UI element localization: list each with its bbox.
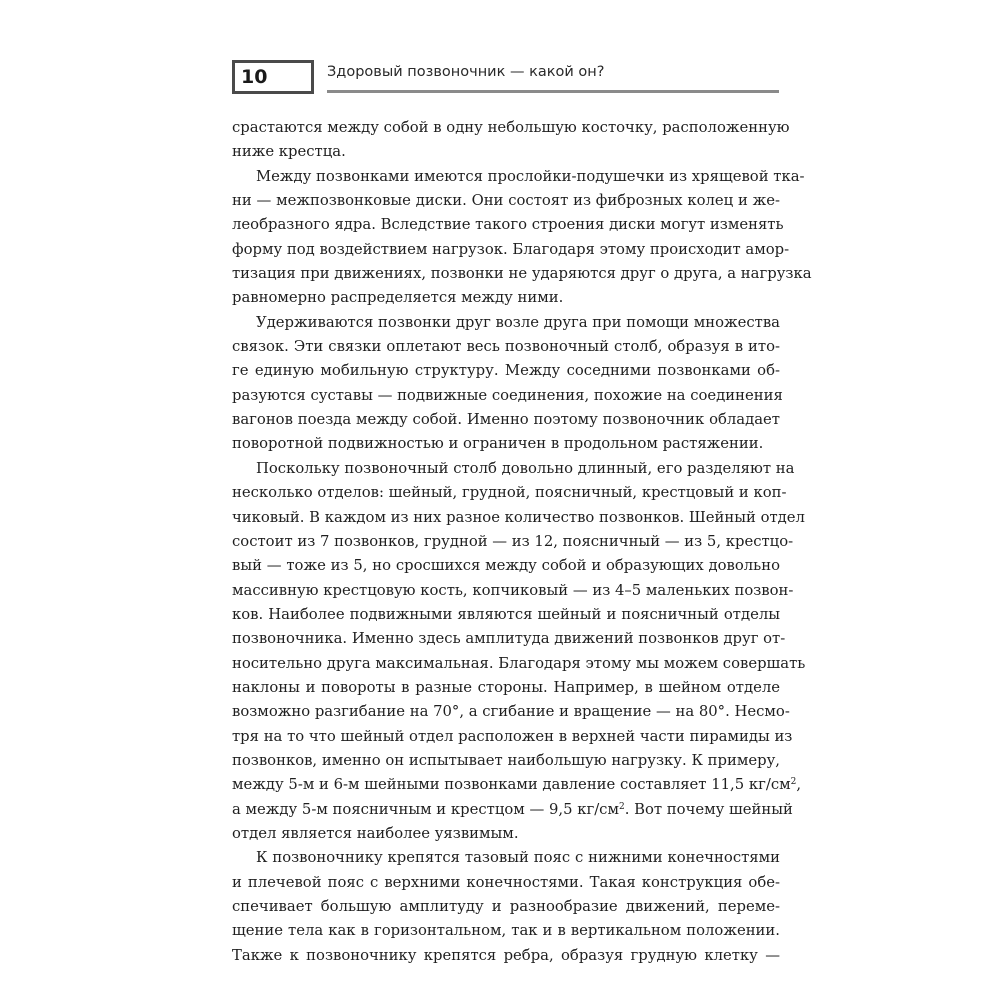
text-line: поворотной подвижностью и ограничен в продольном растяжении. [232,435,764,453]
text-line: Также к позвоночнику крепятся ребра, образуя грудную клетку — [232,946,780,964]
text-line: ни — межпозвонковые диски. Они состоят из фиброзных колец и же- [232,192,780,210]
text-line: разуются суставы — подвижные соединения, похожие на соединения [232,386,783,404]
text-line: ге единую мобильную структуру. Между соседними позвонками об- [232,362,780,380]
text-line: леобразного ядра. Вследствие такого строения диски могут изменять [232,216,784,234]
text-line: отдел является наиболее уязвимым. [232,824,519,842]
header-rule [327,90,779,93]
text-line: тря на то что шейный отдел расположен в верхней части пирамиды из [232,727,793,745]
text-fragment: , [796,776,802,794]
text-line: и плечевой пояс с верхними конечностями. Такая конструкция обе- [232,873,780,891]
paragraph [232,311,783,457]
paragraph [232,846,780,968]
text-line-with-superscript [232,798,793,822]
text-line: щение тела как в горизонтальном, так и в вертикальном положении. [232,922,780,940]
paragraph [232,116,790,165]
text-line: позвонков, именно он испытывает наибольшую нагрузку. К примеру, [232,751,780,769]
text-fragment: а между 5-м поясничным и крестцом — 9,5 кг/см [232,800,619,818]
text-line: вый — тоже из 5, но сросшихся между собой и образующих довольно [232,557,780,575]
text-line: Поскольку позвоночный столб довольно длинный, его разделяют на [256,459,795,477]
text-line: тизация при движениях, позвонки не ударяются друг о друга, а нагрузка [232,265,812,283]
body-text [232,116,812,968]
page-number: 10 [241,66,268,88]
text-line: вагонов поезда между собой. Именно поэтому позвоночник обладает [232,411,780,429]
text-line: равномерно распределяется между ними. [232,289,564,307]
paragraph [232,457,806,847]
text-fragment: между 5-м и 6-м шейными позвонками давление составляет 11,5 кг/см [232,776,791,794]
text-line: Удерживаются позвонки друг возле друга при помощи множества [256,313,780,331]
text-line: чиковый. В каждом из них разное количество позвонков. Шейный отдел [232,508,805,526]
text-line: массивную крестцовую кость, копчиковый — из 4–5 маленьких позвон- [232,581,794,599]
text-line: наклоны и повороты в разные стороны. Например, в шейном отделе [232,678,780,696]
page-header [0,0,1000,110]
text-line: возможно разгибание на 70°, а сгибание и вращение — на 80°. Несмо- [232,703,790,721]
text-line: форму под воздействием нагрузок. Благодаря этому происходит амор- [232,240,790,258]
text-line: ниже крестца. [232,143,346,161]
text-line: состоит из 7 позвонков, грудной — из 12, поясничный — из 5, крестцо- [232,532,794,550]
text-line: спечивает большую амплитуду и разнообразие движений, переме- [232,898,780,915]
paragraph [232,165,812,311]
text-fragment: . Вот почему шейный [624,800,793,818]
text-line: срастаются между собой в одну небольшую косточку, расположенную [232,119,790,136]
text-line: Между позвонками имеются прослойки-подушечки из хрящевой тка- [256,167,805,185]
text-line: несколько отделов: шейный, грудной, поясничный, крестцовый и коп- [232,484,787,502]
running-title: Здоровый позвоночник — какой он? [327,64,605,80]
text-line: носительно друга максимальная. Благодаря этому мы можем совершать [232,654,806,672]
page-number-box [232,60,314,94]
text-line: К позвоночнику крепятся тазовый пояс с нижними конечностями [256,849,780,867]
superscript: 2 [790,777,797,788]
text-line-with-superscript [232,773,802,797]
superscript: 2 [618,801,625,812]
text-line: позвоночника. Именно здесь амплитуда движений позвонков друг от- [232,630,786,648]
text-line: связок. Эти связки оплетают весь позвоночный столб, образуя в ито- [232,338,780,356]
text-line: ков. Наиболее подвижными являются шейный и поясничный отделы [232,605,780,623]
